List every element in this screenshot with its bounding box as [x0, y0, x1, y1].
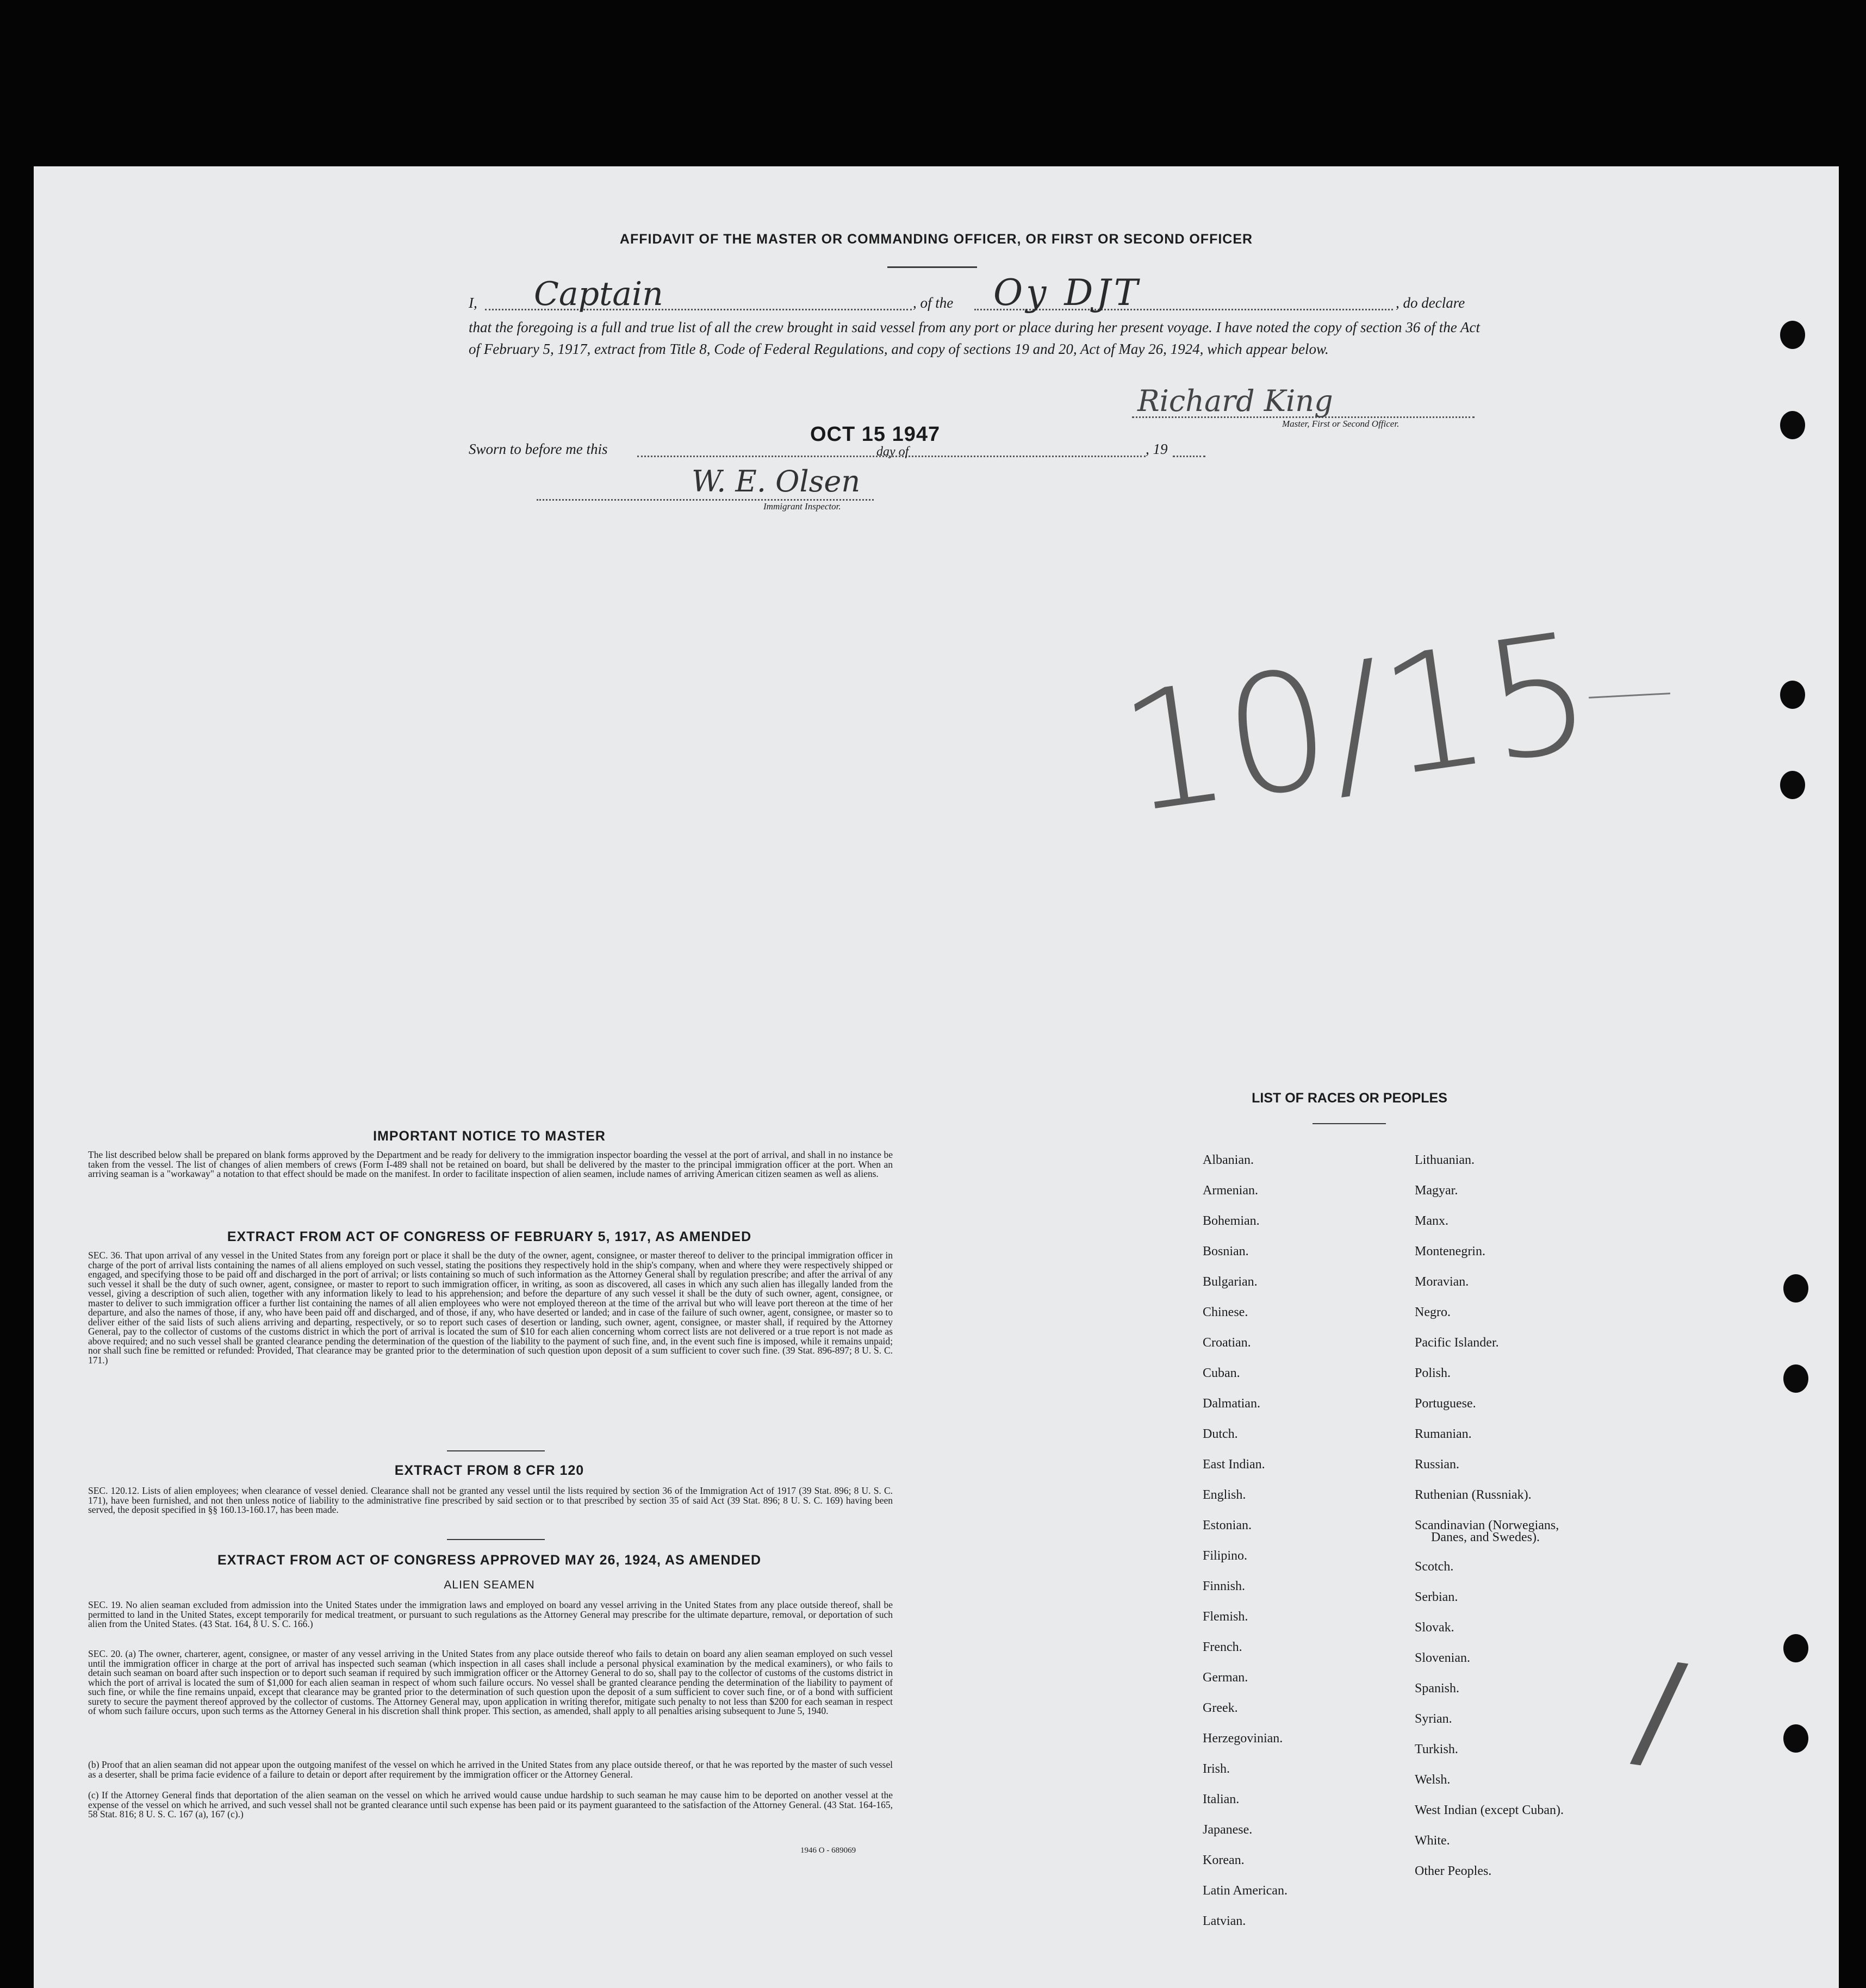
captain-handwriting: Captain	[534, 275, 663, 313]
punch-hole	[1780, 681, 1805, 709]
year-line	[1173, 456, 1205, 457]
race-list-item: Filipino.	[1203, 1549, 1248, 1563]
race-list-item: Turkish.	[1415, 1742, 1458, 1756]
punch-hole	[1783, 1364, 1808, 1393]
race-list-item: White.	[1415, 1834, 1450, 1848]
extract-1917-text: SEC. 36. That upon arrival of any vessel in the United States from any foreign port or place it shall be the duty of the owner, agent, consignee, or master thereof to deliver to the principal immigration officer in charge of the port of arrival lists containing the names of all aliens employed on such vessel, stating the positions they respectively hold in the ship's company, when and where they were respectively shipped or engaged, and specifying those to be paid off and discharged in the port of arrival; or lists containing so much of such information as the Attorney General shall by regulation prescribe; and after the arrival of any such vessel it shall be the duty of such owner, agent, consignee, or master to report to such immigration officer, in writing, as soon as discovered, all cases in which any such alien has illegally landed from the vessel, giving a description of such alien, together with any information likely to lead to his apprehension; and before the departure of any such vessel it shall be the duty of such owner, agent, consignee, or master to deliver to such immigration officer a further list containing the names of all alien employees who were not employed thereon at the time of the arrival but who will leave port thereon at the time of her departure, and also the names of those, if any, who have been paid off and discharged, and of those, if any, who have deserted or landed; and in case of the failure of such owner, agent, consignee, or master so to deliver either of the said lists of such aliens arriving and departing, respectively, or so to report such cases of desertion or landing, such owner, agent, consignee, or master shall, if required by the Attorney General, pay to the collector of customs of the customs district in which the port of arrival is located the sum of $10 for each alien concerning whom correct lists are not delivered or a true report is not made as above required; and no such vessel shall be granted clearance pending the determination of the question of the liability to the payment of such fine, and, in the event such fine is imposed, while it remains unpaid; nor shall such fine be remitted or refunded: Provided, That clearance may be granted prior to the determination of such question upon deposit of a sum sufficient to cover such fine. (39 Stat. 896-897; 8 U. S. C. 171.)	[88, 1250, 893, 1366]
extract-cfr-title: EXTRACT FROM 8 CFR 120	[394, 1463, 584, 1478]
race-list-item: French.	[1203, 1640, 1242, 1654]
race-list-item: Latin American.	[1203, 1884, 1287, 1898]
race-list-item: Pacific Islander.	[1415, 1336, 1499, 1350]
sworn-year: , 19	[1146, 441, 1168, 457]
race-list-item: German.	[1203, 1671, 1248, 1685]
race-list-item: Slovak.	[1415, 1621, 1454, 1635]
races-divider	[1313, 1123, 1386, 1124]
punch-hole	[1783, 1274, 1808, 1303]
race-list-item: Lithuanian.	[1415, 1153, 1475, 1167]
extract-1924-sec20b: (b) Proof that an alien seaman did not appear upon the outgoing manifest of the vessel on which he arrived in the United States from any place outside thereof, or that he was reported by the master of such vessel as a deserter, shall be prima facie evidence of a failure to detain or deport after requirement by the immigration officer or the Attorney General.	[88, 1759, 893, 1780]
race-list-item: Scotch.	[1415, 1560, 1454, 1574]
section-divider	[447, 1539, 545, 1540]
punch-hole	[1783, 1634, 1808, 1662]
race-list-item: Slovenian.	[1415, 1651, 1470, 1665]
race-list-item: Croatian.	[1203, 1336, 1251, 1350]
print-code: 1946 O - 689069	[800, 1846, 856, 1855]
extract-1917-title: EXTRACT FROM ACT OF CONGRESS OF FEBRUARY 5, 1917, AS AMENDED	[227, 1229, 752, 1244]
race-list-item: Latvian.	[1203, 1914, 1246, 1928]
alien-seamen-subtitle: ALIEN SEAMEN	[444, 1579, 535, 1591]
race-list-item: Portuguese.	[1415, 1397, 1476, 1411]
punch-hole	[1783, 1724, 1808, 1753]
inspector-signature-line	[537, 499, 874, 501]
race-list-item: Moravian.	[1415, 1275, 1469, 1289]
document-page	[34, 166, 1839, 1988]
race-list-item: English.	[1203, 1488, 1246, 1502]
sworn-prefix: Sworn to before me this	[469, 441, 608, 457]
race-list-item: Negro.	[1415, 1305, 1451, 1319]
vessel-handwriting: Oy DJT	[993, 272, 1141, 314]
race-list-item: Ruthenian (Russniak).	[1415, 1488, 1532, 1502]
declare-prefix: I,	[469, 295, 477, 311]
notice-title: IMPORTANT NOTICE TO MASTER	[373, 1129, 606, 1144]
race-list-item: Bohemian.	[1203, 1214, 1260, 1228]
section-divider	[447, 1450, 545, 1451]
punch-hole	[1780, 771, 1805, 799]
of-the-label: , of the	[913, 295, 954, 311]
race-list-item: Cuban.	[1203, 1366, 1240, 1380]
race-list-item: Polish.	[1415, 1366, 1451, 1380]
race-list-item: Albanian.	[1203, 1153, 1254, 1167]
race-list-item: Finnish.	[1203, 1579, 1246, 1593]
race-list-item: Danes, and Swedes).	[1431, 1530, 1540, 1544]
race-list-item: Dutch.	[1203, 1427, 1238, 1441]
declaration-text: that the foregoing is a full and true list of all the crew brought in said vessel from any port or place during her present voyage. I have noted the copy of section 36 of the Act of February 5, 1917, extract from Title 8, Code of Federal Regulations, and copy of sections 19 and 20, Act of May 26, 1924, which appear below.	[469, 319, 1480, 357]
race-list-item: East Indian.	[1203, 1457, 1265, 1472]
races-title: LIST OF RACES OR PEOPLES	[1252, 1090, 1447, 1106]
date-stamp: OCT 15 1947	[810, 423, 941, 446]
race-list-item: Irish.	[1203, 1762, 1230, 1776]
race-list-item: Flemish.	[1203, 1610, 1248, 1624]
declare-suffix: , do declare	[1396, 295, 1465, 311]
race-list-item: Dalmatian.	[1203, 1397, 1260, 1411]
extract-cfr-text: SEC. 120.12. Lists of alien employees; when clearance of vessel denied. Clearance shall not be granted any vessel until the lists required by section 36 of the Immigration Act of 1917 (39 Stat. 896; 8 U. S. C. 171), have been furnished, and not then unless notice of liability to the administrative fine prescribed by said section or to that prescribed by section 35 of said Act (39 Stat. 896; 8 U. S. C. 169) having been served, the deposit specified in §§ 160.13-160.17, has been made.	[88, 1485, 893, 1515]
races-right-column	[1415, 1145, 1564, 1886]
extract-1924-sec20c: (c) If the Attorney General finds that deportation of the alien seaman on the vessel on which he arrived would cause undue hardship to such seaman he may cause him to be deported on another vessel at the expense of the vessel on which he arrived, and such vessel shall not be granted clearance until such expense has been paid or its payment guaranteed to the satisfaction of the Attorney General. (43 Stat. 164-165, 58 Stat. 816; 8 U. S. C. 167 (a), 167 (c).)	[88, 1790, 893, 1819]
race-list-item: Serbian.	[1415, 1590, 1458, 1604]
race-list-item: Herzegovinian.	[1203, 1731, 1283, 1746]
race-list-item: Other Peoples.	[1415, 1864, 1492, 1878]
race-list-item: Japanese.	[1203, 1823, 1253, 1837]
pencil-date-annotation: 10/15	[1110, 596, 1602, 850]
inspector-caption: Immigrant Inspector.	[763, 501, 841, 512]
race-list-item: Estonian.	[1203, 1518, 1252, 1532]
race-list-item: Chinese.	[1203, 1305, 1248, 1319]
inspector-signature: W. E. Olsen	[692, 464, 861, 498]
affidavit-title: AFFIDAVIT OF THE MASTER OR COMMANDING OFFICER, OR FIRST OR SECOND OFFICER	[619, 232, 1253, 247]
race-list-item: Scandinavian (Norwegians,	[1415, 1518, 1559, 1532]
pencil-dash-mark	[1589, 693, 1670, 699]
race-list-item: Bulgarian.	[1203, 1275, 1258, 1289]
master-signature: Richard King	[1137, 384, 1333, 418]
race-list-item: Spanish.	[1415, 1681, 1460, 1696]
race-list-item: Rumanian.	[1415, 1427, 1472, 1441]
race-list-item: Montenegrin.	[1415, 1244, 1485, 1258]
master-caption: Master, First or Second Officer.	[1282, 419, 1400, 429]
race-list-item: West Indian (except Cuban).	[1415, 1803, 1564, 1817]
race-list-item: Magyar.	[1415, 1183, 1458, 1198]
race-list-item: Italian.	[1203, 1792, 1240, 1806]
title-divider	[887, 266, 977, 268]
races-left-column	[1203, 1145, 1287, 1936]
punch-hole	[1780, 321, 1805, 349]
race-list-item: Korean.	[1203, 1853, 1245, 1867]
race-list-item: Armenian.	[1203, 1183, 1258, 1198]
race-list-item: Greek.	[1203, 1701, 1238, 1715]
extract-1924-sec19: SEC. 19. No alien seaman excluded from admission into the United States under the immigration laws and employed on board any vessel arriving in the United States from any place outside thereof, shall be permitted to land in the United States, except temporarily for medical treatment, or pursuant to such regulations as the Attorney General may prescribe for the ultimate departure, removal, or deportation of such alien from the United States. (43 Stat. 164, 8 U. S. C. 166.)	[88, 1599, 893, 1629]
notice-text: The list described below shall be prepared on blank forms approved by the Department and be ready for delivery to the immigration inspector boarding the vessel at the port of arrival, and shall in no instance be taken from the vessel. The list of changes of alien members of crews (Form I-489 shall not be retained on board, but shall be delivered by the master to the principal immigration officer at the port. When an arriving seaman is a "workaway" a notation to that effect should be made on the manifest. In order to facilitate inspection of alien seamen, include names of arriving American citizen seamen as well as aliens.	[88, 1149, 893, 1179]
extract-1924-sec20a: SEC. 20. (a) The owner, charterer, agent, consignee, or master of any vessel arriving in the United States from any place outside thereof who fails to detain on board any alien seaman employed on such vessel until the immigration officer in charge at the port of arrival has inspected such seaman (which inspection in all cases shall include a personal physical examination by the medical examiners), or who fails to detain such seaman on board after such inspection or to deport such seaman if required by such immigration officer or the Attorney General to do so, shall pay to the collector of customs of the customs district in which the port of arrival is located the sum of $1,000 for each alien seaman in respect of whom such failure occurs. No vessel shall be granted clearance pending the determination of the liability to payment of such fine, or while the fine remains unpaid, except that clearance may be granted prior to the determination of such question upon the deposit of a sum sufficient to cover such fine, or of a bond with sufficient surety to secure the payment thereof approved by the collector of customs. The Attorney General may, upon application in writing therefor, mitigate such penalty to not less than $200 for each seaman in respect of whom such failure occurs, upon such terms as the Attorney General in his discretion shall think proper. This section, as amended, shall apply to all penalties arising subsequent to June 5, 1940.	[88, 1648, 893, 1716]
pencil-tick-annotation: /	[1627, 1631, 1692, 1789]
race-list-item: Welsh.	[1415, 1773, 1451, 1787]
race-list-item: Manx.	[1415, 1214, 1448, 1228]
sworn-day-label: day of	[876, 445, 909, 459]
race-list-item: Syrian.	[1415, 1712, 1452, 1726]
race-list-item: Russian.	[1415, 1457, 1460, 1472]
extract-1924-title: EXTRACT FROM ACT OF CONGRESS APPROVED MAY 26, 1924, AS AMENDED	[217, 1553, 762, 1568]
race-list-item: Bosnian.	[1203, 1244, 1249, 1258]
punch-hole	[1780, 411, 1805, 439]
